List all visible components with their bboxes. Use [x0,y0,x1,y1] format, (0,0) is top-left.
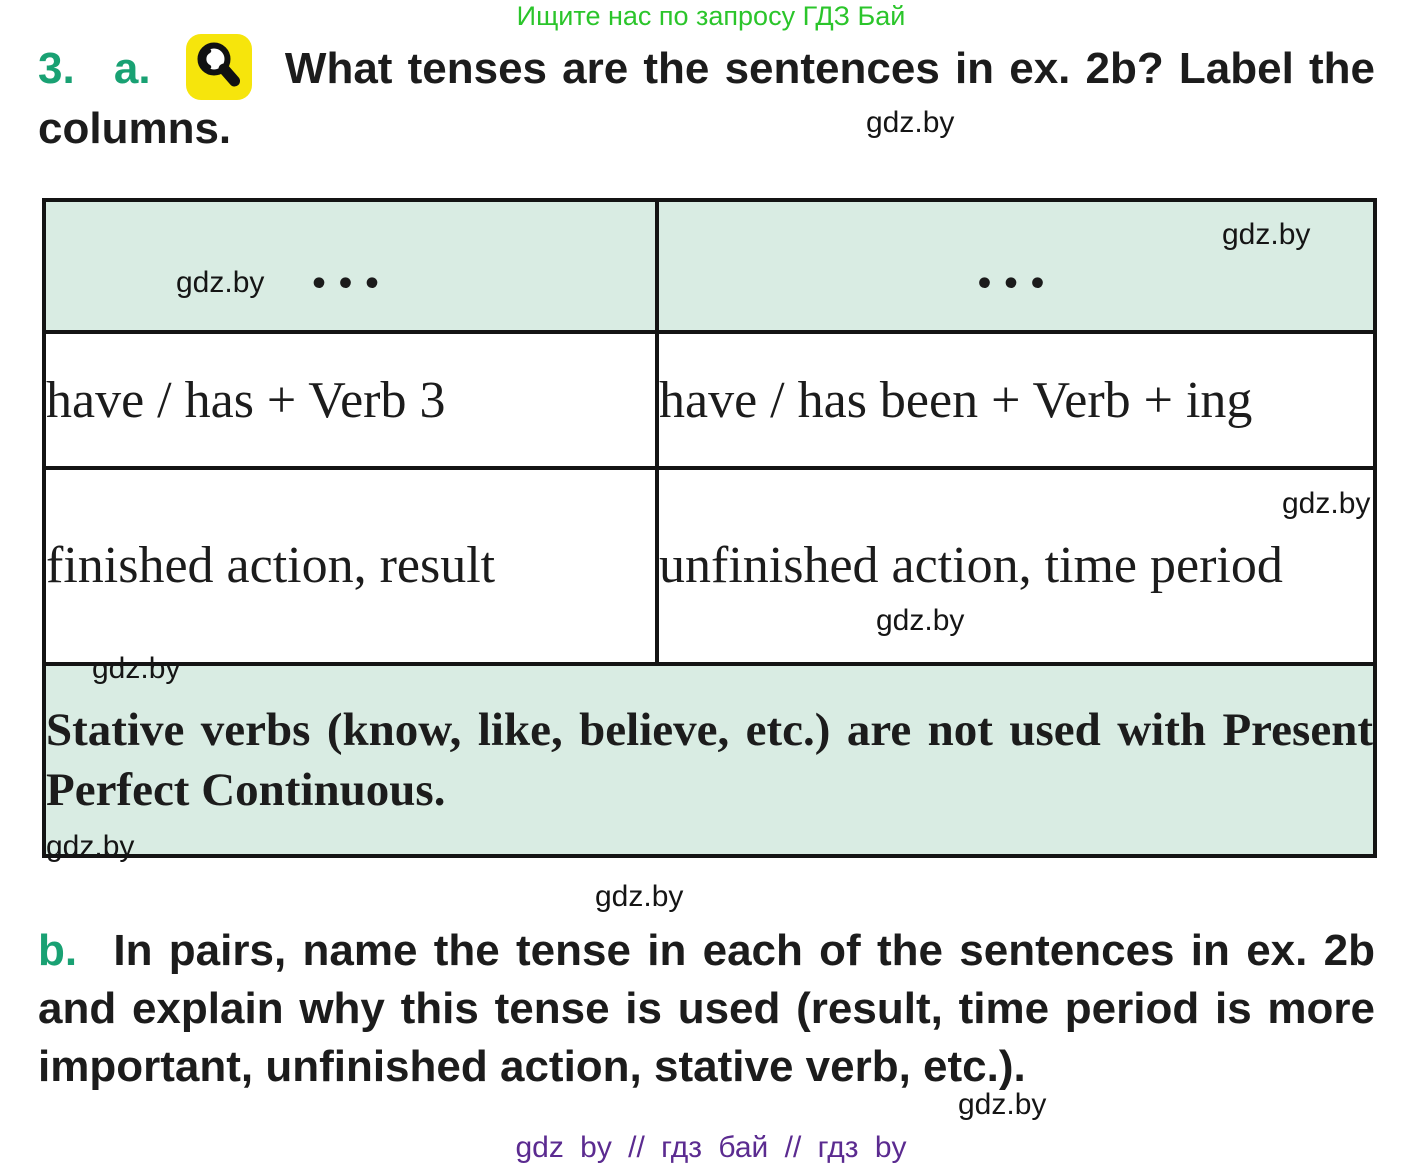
stative-verbs-note-text: Stative verbs (know, like, believe, etc.) are not used with Present Perfect Continuous. [46,704,1373,816]
table-row-use [44,468,1375,664]
blank-label-dots: ... [310,229,391,302]
use-left-text: finished action, result [46,537,496,594]
use-right-text: unfinished action, time period [659,537,1283,594]
gdz-watermark: gdz.by [595,880,684,913]
exercise-a-title: What tenses are the sentences in ex. 2b? Label the columns. [38,44,1376,154]
table-row-form [44,332,1375,468]
gdz-watermark: gdz.by [1222,218,1311,251]
form-right-text: have / has been + Verb + ing [659,371,1253,429]
gdz-watermark: gdz.by [1282,487,1371,520]
search-banner: Ищите нас по запросу ГДЗ Бай [516,1,906,31]
use-cell-right [657,468,1375,664]
magnifier-icon [186,34,252,100]
form-cell-right [657,332,1375,468]
table-note-row [44,664,1375,856]
exercise-b-text: In pairs, name the tense in each of the sentences in ex. 2b and explain why this tense is used (result, time period is more important, unfinished action, stative verb, etc.). [38,926,1375,1091]
gdz-watermark: gdz.by [958,1088,1047,1121]
blank-label-dots: ... [976,229,1056,302]
exercise-a-heading [38,40,1375,158]
form-cell-left [44,332,657,468]
use-cell-left [44,468,657,664]
stative-verbs-note [44,664,1375,856]
exercise-letter-b: b. [38,926,78,975]
footer-search-terms: gdz by // гдз бай // гдз by [515,1131,907,1164]
exercise-b-paragraph [38,922,1375,1096]
gdz-watermark: gdz.by [92,652,181,685]
form-left-text: have / has + Verb 3 [46,371,446,429]
exercise-letter-a: a. [113,44,151,93]
gdz-watermark: gdz.by [866,106,955,139]
gdz-watermark: gdz.by [876,604,965,637]
gdz-watermark: gdz.by [46,830,135,863]
gdz-watermark: gdz.by [176,266,265,299]
header-cell-present-perfect [44,200,657,332]
exercise-number: 3. [38,44,75,93]
